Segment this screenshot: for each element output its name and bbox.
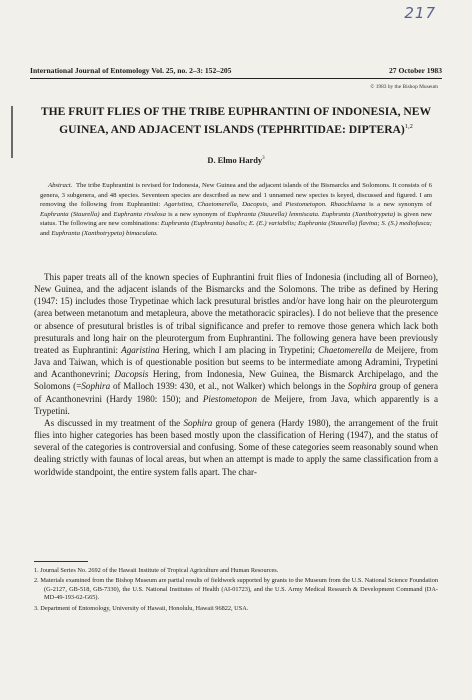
p2-text-1: As discussed in my treatment of the: [44, 417, 184, 428]
abstract-taxon-4: Euphranta rivulosa: [113, 210, 167, 218]
abstract-text-1: The tribe Euphrantini is revised for Indonesia, New Guinea and the adjacent islands of the Bismarcks and Solomons. It consists of 6 genera, 3 subgenera, and 48 species. Seventeen species are described as new and 1 unnamed new species is keyed, discussed and figured. I am removing the following from Euphrantini:: [40, 182, 432, 209]
body-paragraph-2: [34, 417, 438, 478]
author-name: D. Elmo Hardy: [207, 156, 263, 165]
handwritten-page-number: 217: [404, 4, 436, 22]
article-title-text: THE FRUIT FLIES OF THE TRIBE EUPHRANTINI OF INDONESIA, NEW GUINEA, AND ADJACENT ISLANDS (TEPHRITIDAE: DIPTERA): [40, 105, 432, 136]
p1-taxon-5: Sophira: [347, 381, 377, 392]
abstract-text-4: and: [99, 210, 114, 218]
abstract-text-5: is a new synonym of: [166, 210, 228, 218]
abstract-taxon-7: Euphranta (Xanthotrypeta) bimaculata.: [51, 229, 158, 237]
article-body: [34, 271, 438, 478]
p1-taxon-6: Piestometopon: [202, 393, 257, 404]
abstract-text-2: and: [268, 201, 286, 209]
footnote-divider: [34, 561, 88, 562]
margin-pencil-mark: [11, 106, 13, 158]
title-footnote-refs: 1,2: [404, 122, 413, 130]
abstract-text-3: is a new synonym of: [365, 201, 432, 209]
p1-text-4: Hering, from Indonesia, New Guinea, the Bismarck Archipelago, and the Solomons (=: [34, 369, 438, 392]
abstract-taxon-5: Euphranta (Staurella) lemniscata. Euphranta (Xanthotrypeta): [227, 210, 396, 218]
abstract-taxon-3: Euphranta (Staurella): [40, 210, 100, 218]
copyright-notice: © 1983 by the Bishop Museum: [370, 84, 438, 90]
p1-text-6: group of genera of Acanthonevrini (Hardy 1980: 150); and: [34, 381, 438, 404]
abstract-text-6: is given new status. The following are new combinations:: [40, 210, 433, 228]
author-footnote-ref: 3: [262, 156, 265, 162]
p1-text-3: de Meijere, from Java and Taiwan, which is of questionable position but seems to be intermediate among Adramini, Trypetini and Acanthonevrini;: [34, 344, 439, 380]
journal-citation: International Journal of Entomology Vol. 25, no. 2–3: 152–205: [30, 66, 232, 75]
footnote-3: 3. Department of Entomology, University of Hawaii, Honolulu, Hawaii 96822, USA.: [34, 604, 249, 612]
author-line: [0, 156, 472, 165]
abstract-taxon-2: Piestometopon. Rhaochlaena: [285, 201, 366, 209]
footnote-2: 2. Materials examined from the Bishop Museum are partial results of fieldwork supported by grants to the Museum from the U.S. National Science Foundation (G-2127, GB-518, GB-7330), the U.S. National Institutes of Health (AI-01723), and the U.S. Army Medical Research & Development Command (DA-MD-49-193-62-G65).: [34, 577, 438, 602]
p1-text-7: de Meijere, from Java, which apparently is a Trypetini.: [34, 393, 438, 416]
abstract-text-7: and: [40, 229, 52, 237]
abstract-taxon-1: Agaristina, Chaetomerella, Dacopsis,: [163, 201, 269, 209]
journal-header: [30, 66, 442, 79]
abstract: [40, 181, 432, 239]
publication-date: 27 October 1983: [388, 66, 442, 75]
footnotes: [34, 567, 438, 615]
p2-taxon-1: Sophira: [183, 417, 213, 428]
p1-taxon-2: Chaetomerella: [318, 344, 372, 355]
p2-text-2: group of genera (Hardy 1980), the arrangement of the fruit flies into higher categories has been based mostly upon the classification of Hering (1947), and the status of several of the categories is controversial and confusing. Some of these categories seem reasonably sound when dealing strictly with faunas of local areas, but when an attempt is made to apply the same classification from a worldwide standpoint, the entire system falls apart. The char-: [34, 417, 438, 477]
body-paragraph-1: [34, 271, 438, 417]
p1-text-2: Hering, which I am placing in Trypetini;: [159, 344, 319, 355]
p1-taxon-3: Dacopsis: [114, 369, 149, 380]
abstract-taxon-6: Euphranta (Euphranta) basalis; E. (E.) variabilis; Euphranta (Staurella) flavina; S. (S.) mediofusca;: [160, 220, 432, 228]
footnote-1: 1. Journal Series No. 2692 of the Hawaii Institute of Tropical Agriculture and Human Resources.: [34, 567, 279, 574]
abstract-label: Abstract.: [48, 182, 73, 189]
article-title: [40, 105, 432, 137]
p1-taxon-4: Sophira: [81, 381, 111, 392]
p1-text-5: of Malloch 1939: 430, et al., not Walker) which belongs in the: [110, 381, 348, 392]
p1-taxon-1: Agaristina: [121, 344, 160, 355]
p1-text-1: This paper treats all of the known species of Euphrantini fruit flies of Indonesia (including all of Borneo), New Guinea, and the adjacent islands of the Bismarcks and the Solomons. The tribe as defined by Hering (1947: 15) includes those Trypetinae which lack presutural bristles and/or have long hair on the pleurotergum (area between metanotum and metapleura, above the metathoracic spiracles). I do not believe that the presence or absence of presutural bristles is of tribal significance and prefer to remove those genera which lack both presuturals and long hair on the pleurotergum from Euphrantini. The following genera have been previously treated as Euphrantini:: [34, 272, 438, 355]
